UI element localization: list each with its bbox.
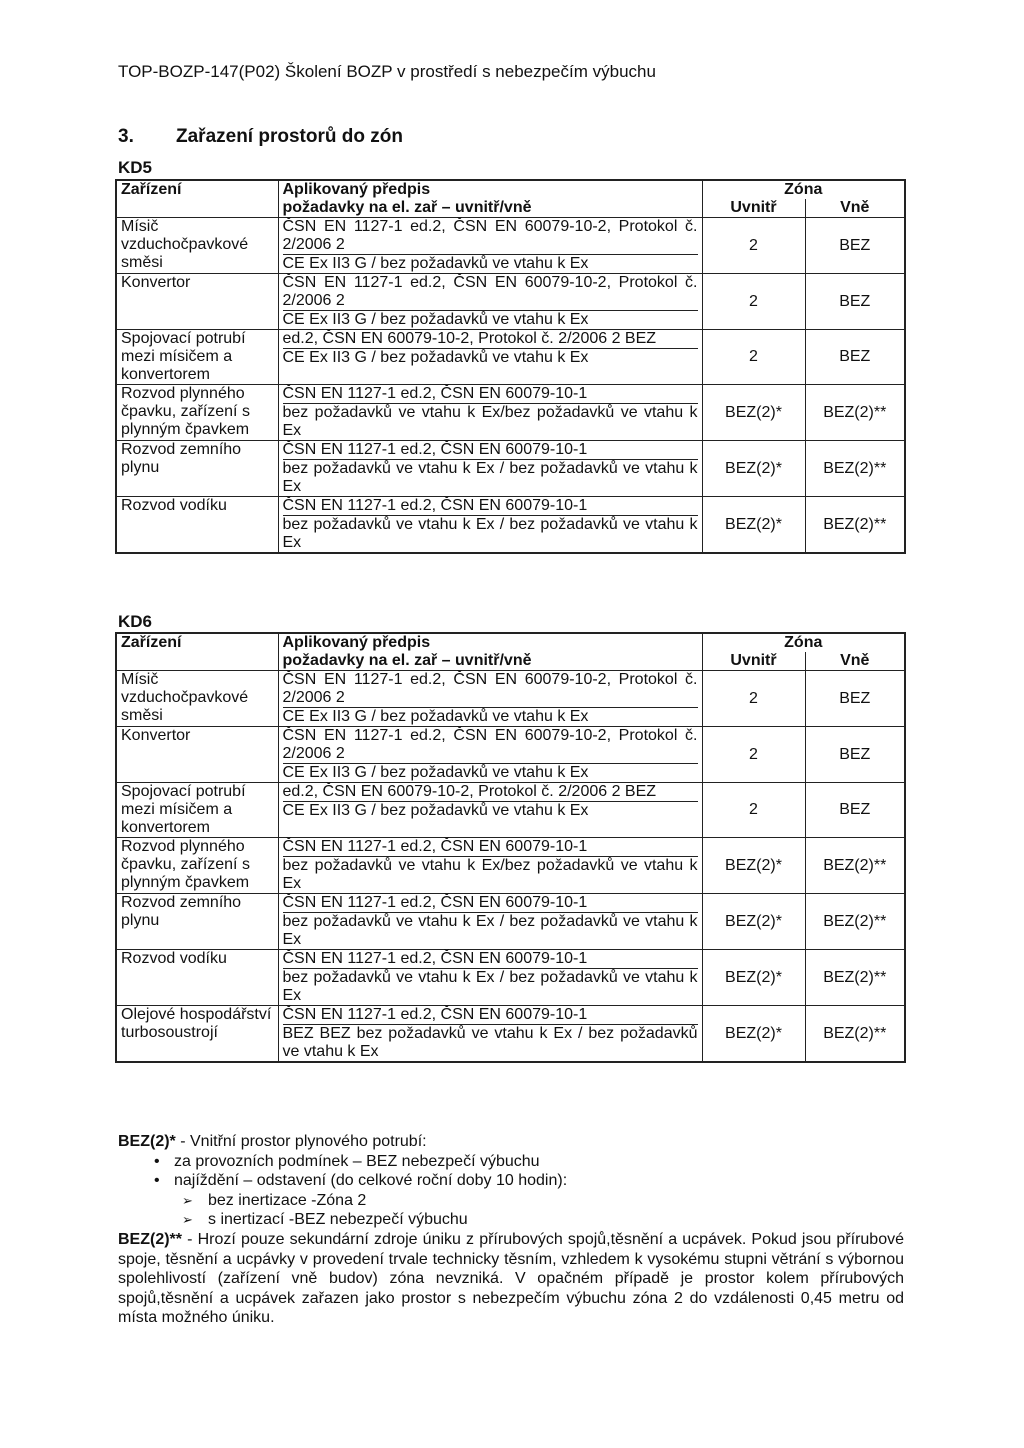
regulation-line-1: ČSN EN 1127-1 ed.2, ČSN EN 60079-10-2, Protokol č. 2/2006 2	[282, 274, 698, 309]
zone-outside-cell: BEZ(2)**	[805, 497, 905, 554]
zone-inside-cell: BEZ(2)*	[702, 950, 805, 1006]
table-row	[116, 441, 905, 497]
device-cell: Rozvod vodíku	[116, 497, 278, 554]
device-cell: Konvertor	[116, 727, 278, 783]
zone-inside-cell: 2	[702, 727, 805, 783]
header-regulation	[278, 180, 702, 199]
header-regulation-title: Aplikovaný předpis	[282, 634, 431, 651]
table-row	[116, 838, 905, 894]
device-cell: Rozvod vodíku	[116, 950, 278, 1006]
device-cell: Mísič vzduchočpavkové směsi	[116, 671, 278, 727]
zone-inside-cell: BEZ(2)*	[702, 838, 805, 894]
zone-inside-cell: 2	[702, 274, 805, 330]
zone-outside-cell: BEZ	[805, 671, 905, 727]
header-regulation	[278, 633, 702, 652]
device-cell: Spojovací potrubí mezi mísičem a konvertorem	[116, 783, 278, 838]
zone-inside-cell: 2	[702, 671, 805, 727]
regulation-cell	[278, 441, 702, 497]
regulation-cell	[278, 497, 702, 554]
device-cell: Rozvod plynného čpavku, zařízení s plynným čpavkem	[116, 385, 278, 441]
regulation-line-1: ČSN EN 1127-1 ed.2, ČSN EN 60079-10-1	[283, 1006, 698, 1025]
regulation-line-1: ČSN EN 1127-1 ed.2, ČSN EN 60079-10-1	[283, 497, 698, 516]
zone-outside-cell: BEZ	[805, 218, 905, 274]
regulation-line-2: CE Ex II3 G / bez požadavků ve vtahu k Ex	[282, 349, 589, 366]
zone-inside-cell: 2	[702, 783, 805, 838]
regulation-line-2: BEZ BEZ bez požadavků ve vtahu k Ex / bez požadavků ve vtahu k Ex	[282, 1025, 698, 1060]
zone-outside-cell: BEZ	[805, 727, 905, 783]
device-cell: Konvertor	[116, 274, 278, 330]
zone-inside-cell: BEZ(2)*	[702, 497, 805, 554]
regulation-line-1: ČSN EN 1127-1 ed.2, ČSN EN 60079-10-2, Protokol č. 2/2006 2	[282, 671, 698, 706]
regulation-cell	[278, 330, 702, 385]
section-title	[118, 126, 403, 148]
regulation-line-2: bez požadavků ve vtahu k Ex/bez požadavků ve vtahu k Ex	[282, 404, 698, 439]
zone-outside-cell: BEZ(2)**	[805, 894, 905, 950]
regulation-line-2: CE Ex II3 G / bez požadavků ve vtahu k Ex	[282, 708, 589, 725]
device-cell: Spojovací potrubí mezi mísičem a konvertorem	[116, 330, 278, 385]
zone-outside-cell: BEZ(2)**	[805, 1006, 905, 1063]
table-row	[116, 671, 905, 727]
bullet-item: • najíždění – odstavení (do celkové roční doby 10 hodin):	[156, 1171, 904, 1191]
header-regulation-title: Aplikovaný předpis	[282, 181, 431, 198]
header-device: Zařízení	[121, 181, 182, 198]
zone-inside-cell: 2	[702, 330, 805, 385]
regulation-line-1: ČSN EN 1127-1 ed.2, ČSN EN 60079-10-2, Protokol č. 2/2006 2	[282, 727, 698, 762]
zone-outside-cell: BEZ(2)**	[805, 385, 905, 441]
table-row	[116, 385, 905, 441]
table-row	[116, 894, 905, 950]
regulation-line-2: CE Ex II3 G / bez požadavků ve vtahu k Ex	[282, 802, 589, 819]
notes-section	[118, 1132, 904, 1328]
regulation-line-1: ČSN EN 1127-1 ed.2, ČSN EN 60079-10-1	[283, 894, 698, 913]
header-row	[116, 180, 905, 199]
note1	[118, 1132, 904, 1152]
note1-label: BEZ(2)*	[118, 1133, 176, 1150]
regulation-line-2: bez požadavků ve vtahu k Ex / bez požadavků ve vtahu k Ex	[282, 969, 698, 1004]
regulation-cell	[278, 385, 702, 441]
note2	[118, 1230, 904, 1328]
regulation-cell	[278, 1006, 702, 1063]
regulation-line-2: bez požadavků ve vtahu k Ex / bez požadavků ve vtahu k Ex	[282, 913, 698, 948]
zone-outside-cell: BEZ	[805, 330, 905, 385]
header-inside: Uvnitř	[702, 199, 805, 218]
regulation-line-1: ČSN EN 1127-1 ed.2, ČSN EN 60079-10-2, Protokol č. 2/2006 2	[282, 218, 698, 253]
header-outside: Vně	[805, 652, 905, 671]
table-row	[116, 1006, 905, 1063]
header-row	[116, 633, 905, 652]
note2-text: - Hrozí pouze sekundární zdroje úniku z přírubových spojů,těsnění a ucpávek. Pokud jsou přírubové spoje, těsnění a ucpávky v provedení trvale technicky těsním, vzhledem k vysokému stupni větrání s výbornou spolehlivostí (zařízení vně budov) zóna nevzniká. V opačném případě je prostor kolem přírubových spojů,těsnění a ucpávek zařazen jako prostor s nebezpečím výbuchu zóna 2 do vzdálenosti 0,45 metru od místa možného úniku.	[118, 1230, 904, 1327]
regulation-line-1: ČSN EN 1127-1 ed.2, ČSN EN 60079-10-1	[283, 950, 698, 969]
zone-outside-cell: BEZ	[805, 783, 905, 838]
regulation-cell	[278, 274, 702, 330]
table-row	[116, 218, 905, 274]
regulation-line-2: bez požadavků ve vtahu k Ex / bez požadavků ve vtahu k Ex	[282, 460, 698, 495]
note2-label: BEZ(2)**	[118, 1230, 183, 1248]
zone-inside-cell: BEZ(2)*	[702, 441, 805, 497]
sub-bullet-item: ➢ bez inertizace -Zóna 2	[182, 1191, 904, 1211]
table-row	[116, 274, 905, 330]
header-outside: Vně	[805, 199, 905, 218]
table-row	[116, 330, 905, 385]
zone-inside-cell: BEZ(2)*	[702, 894, 805, 950]
regulation-cell	[278, 950, 702, 1006]
section-number: 3.	[118, 126, 134, 147]
regulation-cell	[278, 894, 702, 950]
regulation-line-2: bez požadavků ve vtahu k Ex / bez požadavků ve vtahu k Ex	[282, 516, 698, 551]
device-cell: Mísič vzduchočpavkové směsi	[116, 218, 278, 274]
header-requirements: požadavky na el. zař – uvnitř/vně	[278, 652, 702, 671]
regulation-line-2: CE Ex II3 G / bez požadavků ve vtahu k Ex	[282, 255, 589, 272]
regulation-line-2: CE Ex II3 G / bez požadavků ve vtahu k Ex	[282, 764, 589, 781]
regulation-line-2: CE Ex II3 G / bez požadavků ve vtahu k Ex	[282, 311, 589, 328]
zone-outside-cell: BEZ	[805, 274, 905, 330]
header-requirements: požadavky na el. zař – uvnitř/vně	[278, 199, 702, 218]
zone-outside-cell: BEZ(2)**	[805, 441, 905, 497]
kd6-zone-table	[115, 632, 906, 1063]
regulation-cell	[278, 727, 702, 783]
header-zone: Zóna	[702, 633, 905, 652]
page-header: TOP-BOZP-147(P02) Školení BOZP v prostředí s nebezpečím výbuchu	[118, 62, 656, 81]
sub-bullet-item: ➢ s inertizací -BEZ nebezpečí výbuchu	[182, 1210, 904, 1230]
kd6-label: KD6	[118, 612, 153, 631]
zone-inside-cell: BEZ(2)*	[702, 1006, 805, 1063]
regulation-cell	[278, 783, 702, 838]
header-inside: Uvnitř	[702, 652, 805, 671]
regulation-cell	[278, 671, 702, 727]
note1-bullets	[118, 1152, 904, 1191]
kd5-zone-table	[115, 179, 906, 554]
regulation-line-1: ed.2, ČSN EN 60079-10-2, Protokol č. 2/2006 2 BEZ	[283, 783, 698, 802]
bullet-item: • za provozních podmínek – BEZ nebezpečí výbuchu	[156, 1152, 904, 1172]
regulation-line-1: ed.2, ČSN EN 60079-10-2, Protokol č. 2/2006 2 BEZ	[283, 330, 698, 349]
regulation-line-2: bez požadavků ve vtahu k Ex/bez požadavků ve vtahu k Ex	[282, 857, 698, 892]
device-cell: Rozvod zemního plynu	[116, 894, 278, 950]
regulation-line-1: ČSN EN 1127-1 ed.2, ČSN EN 60079-10-1	[283, 441, 698, 460]
table-row	[116, 497, 905, 554]
device-cell: Olejové hospodářství turbosoustrojí	[116, 1006, 278, 1063]
regulation-cell	[278, 838, 702, 894]
table-row	[116, 783, 905, 838]
section-title-text: Zařazení prostorů do zón	[176, 126, 403, 147]
regulation-line-1: ČSN EN 1127-1 ed.2, ČSN EN 60079-10-1	[283, 385, 698, 404]
zone-inside-cell: BEZ(2)*	[702, 385, 805, 441]
note1-text: - Vnitřní prostor plynového potrubí:	[175, 1133, 427, 1150]
header-zone: Zóna	[702, 180, 905, 199]
zone-outside-cell: BEZ(2)**	[805, 950, 905, 1006]
header-device: Zařízení	[121, 634, 182, 651]
table-row	[116, 950, 905, 1006]
device-cell: Rozvod zemního plynu	[116, 441, 278, 497]
zone-outside-cell: BEZ(2)**	[805, 838, 905, 894]
table-row	[116, 727, 905, 783]
kd5-label: KD5	[118, 158, 153, 177]
regulation-cell	[278, 218, 702, 274]
regulation-line-1: ČSN EN 1127-1 ed.2, ČSN EN 60079-10-1	[283, 838, 698, 857]
note1-sub-bullets	[118, 1191, 904, 1230]
device-cell: Rozvod plynného čpavku, zařízení s plynným čpavkem	[116, 838, 278, 894]
zone-inside-cell: 2	[702, 218, 805, 274]
